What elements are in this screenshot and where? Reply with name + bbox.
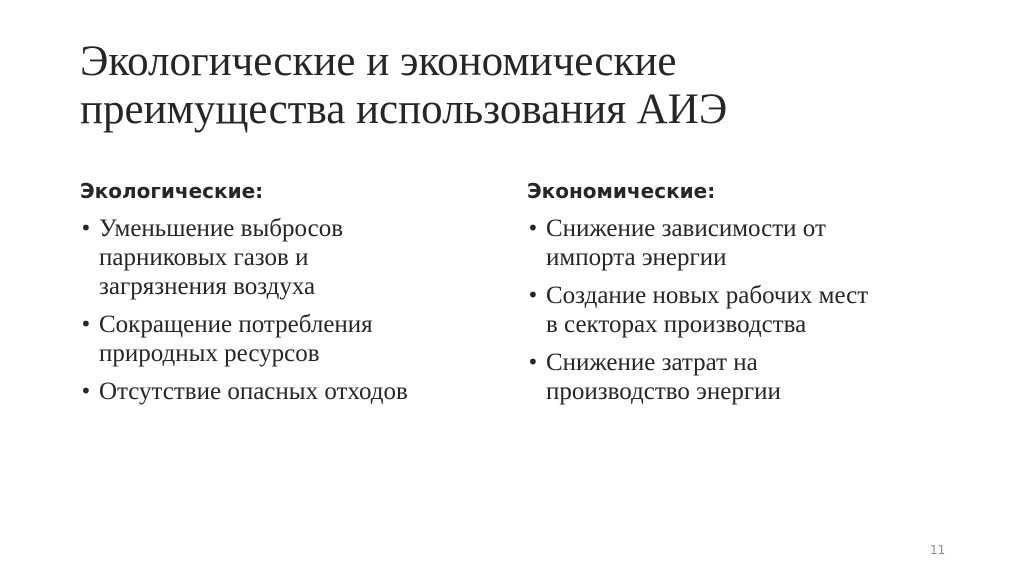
bullet-icon: • (527, 350, 539, 374)
economic-list (527, 214, 957, 406)
ecological-column (80, 178, 490, 415)
list-item (80, 377, 490, 406)
page-number: 11 (930, 543, 946, 557)
list-item (80, 310, 490, 368)
ecological-heading: Экологические: (80, 179, 264, 203)
title-line-2: преимущества использования АИЭ (80, 86, 728, 133)
economic-column (527, 178, 957, 415)
slide-title (80, 38, 960, 134)
ecological-list (80, 214, 490, 406)
bullet-icon: • (80, 216, 92, 240)
list-item (527, 214, 957, 272)
list-item-line: загрязнения воздуха (99, 273, 316, 300)
list-item-line: Снижение зависимости от (546, 215, 826, 242)
list-item-line: Сокращение потребления (99, 311, 373, 338)
list-item-line: природных ресурсов (99, 340, 320, 367)
bullet-icon: • (80, 379, 92, 403)
list-item-line: Отсутствие опасных отходов (99, 378, 408, 405)
list-item-line: Снижение затрат на (546, 349, 758, 376)
bullet-icon: • (527, 283, 539, 307)
list-item-line: Уменьшение выбросов (99, 215, 343, 242)
list-item (80, 214, 490, 301)
list-item-line: производство энергии (546, 378, 781, 405)
list-item (527, 348, 957, 406)
list-item-line: в секторах производства (546, 311, 807, 338)
list-item-line: Создание новых рабочих мест (546, 282, 869, 309)
list-item-line: парниковых газов и (99, 244, 309, 271)
economic-heading: Экономические: (527, 179, 716, 203)
title-line-1: Экологические и экономические (80, 38, 677, 85)
list-item (527, 281, 957, 339)
bullet-icon: • (527, 216, 539, 240)
bullet-icon: • (80, 312, 92, 336)
list-item-line: импорта энергии (546, 244, 727, 271)
